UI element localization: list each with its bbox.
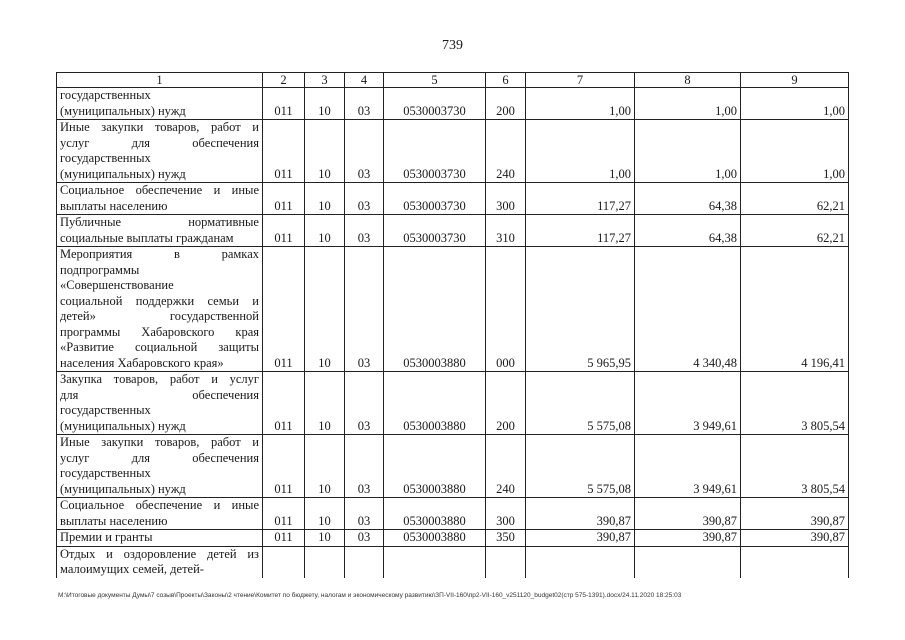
amount-cell: 4 340,48 xyxy=(635,247,741,372)
column-header: 4 xyxy=(345,73,384,88)
section-cell xyxy=(305,546,345,578)
expense-type-cell: 200 xyxy=(486,372,526,435)
code-cell: 011 xyxy=(263,372,305,435)
code-cell: 011 xyxy=(263,530,305,547)
table-row xyxy=(57,215,849,247)
table-row xyxy=(57,120,849,183)
target-article-cell xyxy=(384,546,486,578)
table-row xyxy=(57,546,849,578)
row-name-line: программы Хабаровского края xyxy=(60,324,259,339)
amount-cell: 117,27 xyxy=(526,215,635,247)
expense-type-cell: 200 xyxy=(486,88,526,120)
amount-cell: 62,21 xyxy=(741,215,849,247)
target-article-cell: 0530003880 xyxy=(384,498,486,530)
expense-type-cell xyxy=(486,546,526,578)
amount-cell: 390,87 xyxy=(526,498,635,530)
target-article-cell: 0530003880 xyxy=(384,372,486,435)
column-header: 5 xyxy=(384,73,486,88)
amount-cell: 1,00 xyxy=(635,88,741,120)
target-article-cell: 0530003730 xyxy=(384,120,486,183)
row-name-line: социальные выплаты гражданам xyxy=(60,230,234,245)
row-name-line: детей» государственной xyxy=(60,309,259,323)
row-name xyxy=(57,372,263,435)
row-name xyxy=(57,215,263,247)
row-name-line: «Совершенствование xyxy=(60,278,174,292)
subsection-cell: 03 xyxy=(345,498,384,530)
code-cell: 011 xyxy=(263,183,305,215)
row-name-line: (муниципальных) нужд xyxy=(60,166,186,181)
row-name-line: «Развитие социальной защиты xyxy=(60,340,259,354)
row-name-line: выплаты населению xyxy=(60,198,168,213)
row-name xyxy=(57,546,263,578)
amount-cell: 390,87 xyxy=(741,530,849,547)
column-header: 1 xyxy=(57,73,263,88)
subsection-cell: 03 xyxy=(345,435,384,498)
row-name-line: населения Хабаровского края» xyxy=(60,355,224,370)
code-cell xyxy=(263,546,305,578)
amount-cell: 1,00 xyxy=(741,88,849,120)
subsection-cell: 03 xyxy=(345,530,384,547)
amount-cell: 390,87 xyxy=(741,498,849,530)
section-cell: 10 xyxy=(305,435,345,498)
amount-cell: 64,38 xyxy=(635,183,741,215)
row-name-line: (муниципальных) нужд xyxy=(60,418,186,433)
code-cell: 011 xyxy=(263,88,305,120)
expense-type-cell: 350 xyxy=(486,530,526,547)
section-cell: 10 xyxy=(305,247,345,372)
row-name-line: для обеспечения xyxy=(60,387,259,402)
row-name-line: Социальное обеспечение и иные xyxy=(60,183,259,197)
row-name xyxy=(57,183,263,215)
row-name xyxy=(57,120,263,183)
code-cell: 011 xyxy=(263,247,305,372)
table-row xyxy=(57,435,849,498)
subsection-cell xyxy=(345,546,384,578)
row-name-line: государственных xyxy=(60,466,151,480)
section-cell: 10 xyxy=(305,88,345,120)
amount-cell: 3 805,54 xyxy=(741,372,849,435)
code-cell: 011 xyxy=(263,120,305,183)
row-name-line: подпрограммы xyxy=(60,262,140,277)
table-row xyxy=(57,247,849,372)
amount-cell: 390,87 xyxy=(635,498,741,530)
row-name xyxy=(57,247,263,372)
row-name-line: выплаты населению xyxy=(60,513,168,528)
row-name-line: (муниципальных) нужд xyxy=(60,103,186,118)
amount-cell xyxy=(526,546,635,578)
code-cell: 011 xyxy=(263,498,305,530)
row-name-line: государственных xyxy=(60,88,151,102)
column-header: 3 xyxy=(305,73,345,88)
amount-cell: 1,00 xyxy=(526,88,635,120)
amount-cell xyxy=(741,546,849,578)
row-name-line: Иные закупки товаров, работ и xyxy=(60,435,259,449)
table-row xyxy=(57,498,849,530)
column-header: 6 xyxy=(486,73,526,88)
amount-cell: 3 805,54 xyxy=(741,435,849,498)
row-name-line: Социальное обеспечение и иные xyxy=(60,498,259,512)
table-row xyxy=(57,530,849,547)
column-header: 2 xyxy=(263,73,305,88)
expense-type-cell: 300 xyxy=(486,183,526,215)
column-header: 8 xyxy=(635,73,741,88)
column-header: 7 xyxy=(526,73,635,88)
row-name xyxy=(57,498,263,530)
expense-type-cell: 310 xyxy=(486,215,526,247)
section-cell: 10 xyxy=(305,372,345,435)
page-number: 739 xyxy=(442,38,463,53)
amount-cell: 3 949,61 xyxy=(635,372,741,435)
amount-cell: 1,00 xyxy=(635,120,741,183)
target-article-cell: 0530003730 xyxy=(384,215,486,247)
subsection-cell: 03 xyxy=(345,88,384,120)
amount-cell: 1,00 xyxy=(526,120,635,183)
amount-cell: 5 575,08 xyxy=(526,435,635,498)
row-name-line: Мероприятия в рамках xyxy=(60,247,259,261)
table-row xyxy=(57,88,849,120)
column-header: 9 xyxy=(741,73,849,88)
row-name-line: Иные закупки товаров, работ и xyxy=(60,120,259,134)
amount-cell: 5 575,08 xyxy=(526,372,635,435)
row-name-line: услуг для обеспечения xyxy=(60,135,259,150)
target-article-cell: 0530003880 xyxy=(384,435,486,498)
table-header-row xyxy=(57,73,849,88)
row-name xyxy=(57,530,263,547)
amount-cell: 62,21 xyxy=(741,183,849,215)
budget-table xyxy=(56,72,849,578)
section-cell: 10 xyxy=(305,183,345,215)
amount-cell: 3 949,61 xyxy=(635,435,741,498)
amount-cell: 5 965,95 xyxy=(526,247,635,372)
code-cell: 011 xyxy=(263,435,305,498)
target-article-cell: 0530003730 xyxy=(384,88,486,120)
target-article-cell: 0530003880 xyxy=(384,530,486,547)
row-name-line: (муниципальных) нужд xyxy=(60,481,186,496)
subsection-cell: 03 xyxy=(345,120,384,183)
amount-cell: 64,38 xyxy=(635,215,741,247)
subsection-cell: 03 xyxy=(345,247,384,372)
expense-type-cell: 300 xyxy=(486,498,526,530)
footer-file-path: M:\Итоговые документы Думы\7 созыв\Проекты\Законы\2 чтение\Комитет по бюджету, налогам и экономическому развитию\ЗП-VII-160\пр2-VII-160_v251120_budget02(стр 575-1391).docx/24.11.2020 18:25:03 xyxy=(58,592,682,599)
subsection-cell: 03 xyxy=(345,372,384,435)
amount-cell: 1,00 xyxy=(741,120,849,183)
amount-cell: 390,87 xyxy=(635,530,741,547)
row-name-line: Публичные нормативные xyxy=(60,215,259,229)
amount-cell: 390,87 xyxy=(526,530,635,547)
row-name-line: малоимущих семей, детей- xyxy=(60,562,204,576)
subsection-cell: 03 xyxy=(345,183,384,215)
table-body xyxy=(57,88,849,578)
table-row xyxy=(57,372,849,435)
row-name-line: услуг для обеспечения xyxy=(60,450,259,465)
section-cell: 10 xyxy=(305,120,345,183)
amount-cell: 117,27 xyxy=(526,183,635,215)
row-name-line: социальной поддержки семьи и xyxy=(60,293,259,308)
row-name-line: государственных xyxy=(60,403,151,417)
section-cell: 10 xyxy=(305,215,345,247)
row-name-line: Отдых и оздоровление детей из xyxy=(60,546,259,561)
table-row xyxy=(57,183,849,215)
expense-type-cell: 000 xyxy=(486,247,526,372)
target-article-cell: 0530003880 xyxy=(384,247,486,372)
subsection-cell: 03 xyxy=(345,215,384,247)
row-name-line: Закупка товаров, работ и услуг xyxy=(60,372,259,386)
row-name xyxy=(57,435,263,498)
amount-cell: 4 196,41 xyxy=(741,247,849,372)
row-name-line: государственных xyxy=(60,151,151,165)
target-article-cell: 0530003730 xyxy=(384,183,486,215)
amount-cell xyxy=(635,546,741,578)
code-cell: 011 xyxy=(263,215,305,247)
expense-type-cell: 240 xyxy=(486,120,526,183)
row-name xyxy=(57,88,263,120)
section-cell: 10 xyxy=(305,498,345,530)
row-name-line: Премии и гранты xyxy=(60,530,153,544)
expense-type-cell: 240 xyxy=(486,435,526,498)
section-cell: 10 xyxy=(305,530,345,547)
